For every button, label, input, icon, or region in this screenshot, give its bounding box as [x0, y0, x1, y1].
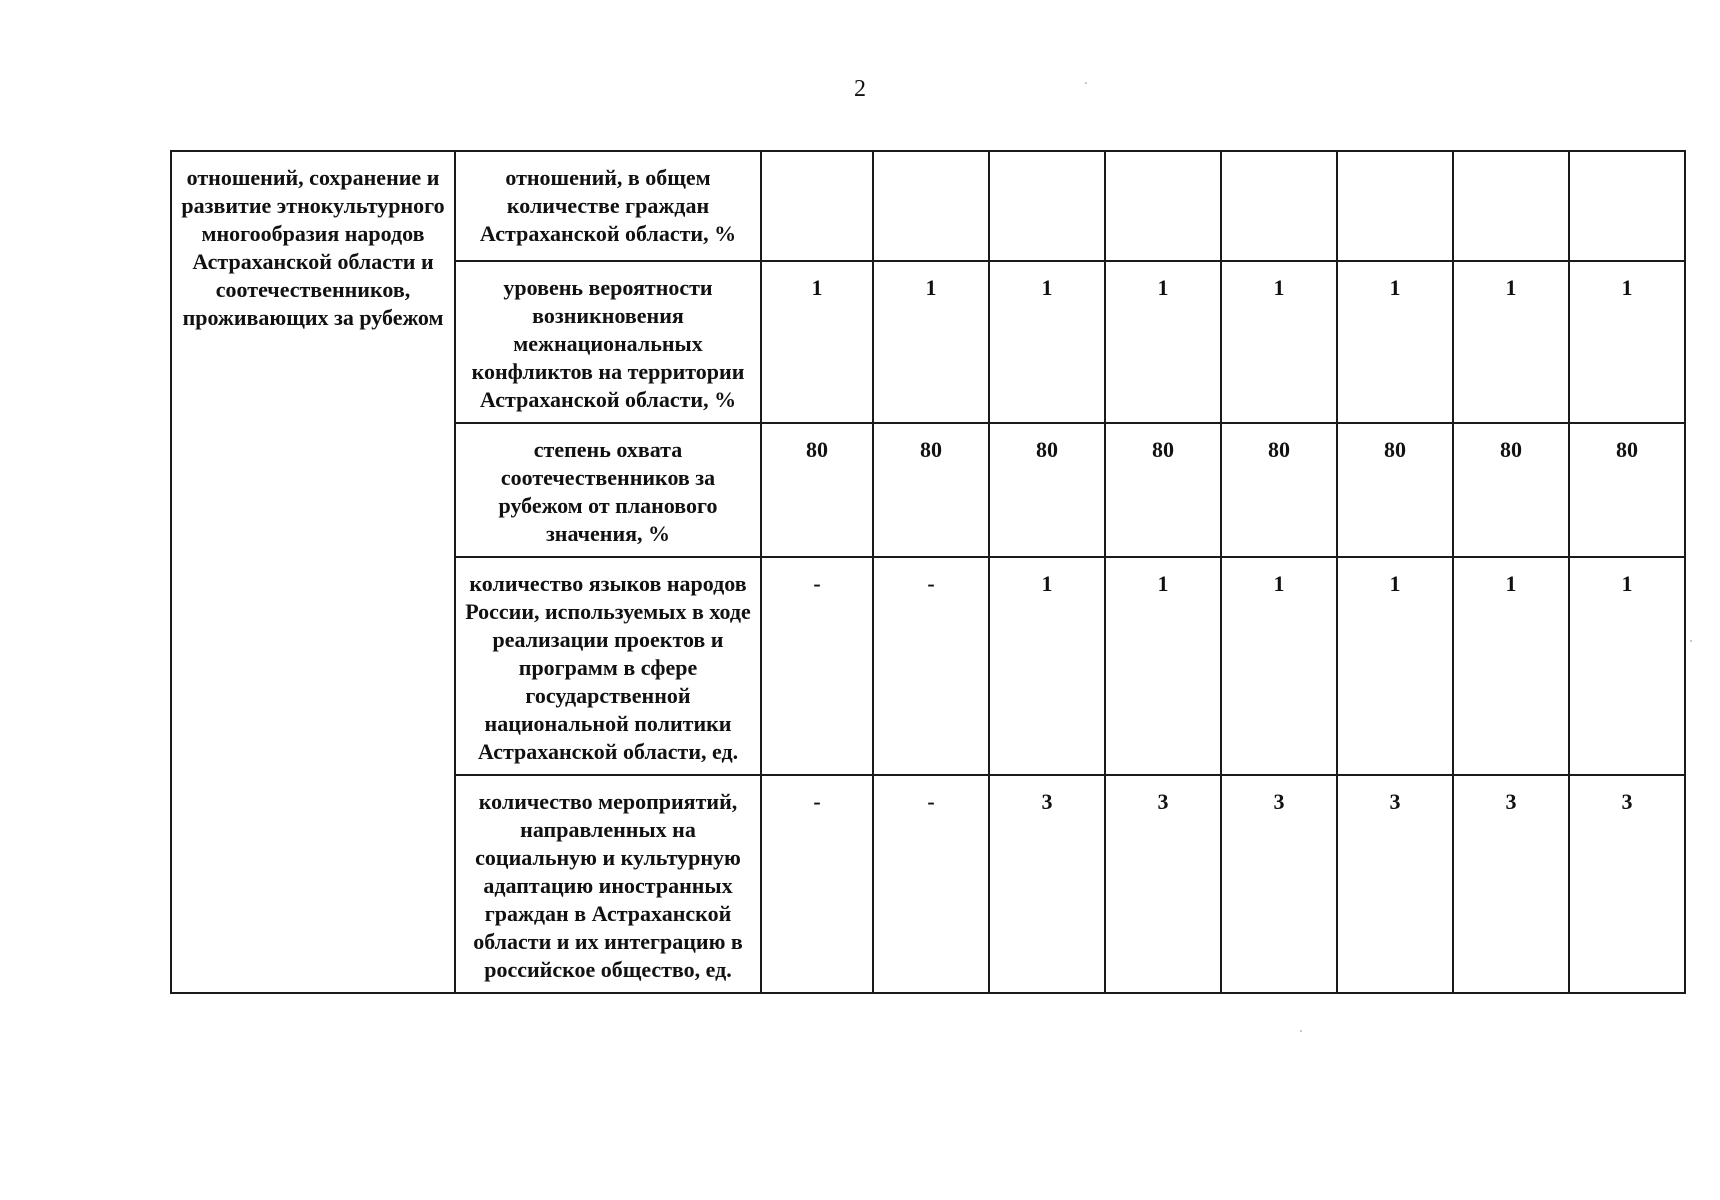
scan-speck [1690, 640, 1692, 642]
value-cell: 3 [1453, 775, 1569, 993]
indicator-cell: отношений, в общем количестве граждан Астраханской области, % [455, 151, 761, 261]
indicators-table-wrap [170, 150, 1684, 994]
value-cell: 3 [989, 775, 1105, 993]
value-cell: 1 [1569, 557, 1685, 775]
value-cell: 80 [1221, 423, 1337, 557]
indicator-cell: количество языков народов России, используемых в ходе реализации проектов и программ в сфере государственной национальной политики Астраханской области, ед. [455, 557, 761, 775]
scan-speck [1085, 82, 1087, 84]
value-cell: 80 [989, 423, 1105, 557]
value-cell: 3 [1221, 775, 1337, 993]
value-cell: 1 [1105, 557, 1221, 775]
page-number: 2 [854, 76, 866, 102]
table-row [171, 151, 1685, 261]
value-cell: - [873, 775, 989, 993]
indicators-table [170, 150, 1686, 994]
indicator-cell: количество мероприятий, направленных на социальную и культурную адаптацию иностранных граждан в Астраханской области и их интеграцию в российское общество, ед. [455, 775, 761, 993]
value-cell: 80 [761, 423, 873, 557]
value-cell: 1 [873, 261, 989, 423]
value-cell: 1 [1337, 261, 1453, 423]
scan-speck [1300, 1030, 1302, 1032]
value-cell: 80 [1337, 423, 1453, 557]
value-cell: 80 [1105, 423, 1221, 557]
value-cell: 80 [873, 423, 989, 557]
value-cell: - [761, 557, 873, 775]
value-cell: - [761, 775, 873, 993]
value-cell: 1 [1105, 261, 1221, 423]
indicator-cell: уровень вероятности возникновения межнациональных конфликтов на территории Астраханской области, % [455, 261, 761, 423]
value-cell: 1 [1453, 261, 1569, 423]
value-cell [1105, 151, 1221, 261]
value-cell [761, 151, 873, 261]
value-cell: 1 [1221, 261, 1337, 423]
value-cell: 3 [1569, 775, 1685, 993]
value-cell: 3 [1105, 775, 1221, 993]
value-cell: 3 [1337, 775, 1453, 993]
value-cell: 1 [1569, 261, 1685, 423]
value-cell: 1 [1337, 557, 1453, 775]
value-cell [1221, 151, 1337, 261]
value-cell: 80 [1453, 423, 1569, 557]
value-cell [1337, 151, 1453, 261]
value-cell: 1 [1221, 557, 1337, 775]
indicator-cell: степень охвата соотечественников за рубежом от планового значения, % [455, 423, 761, 557]
goal-cell: отношений, сохранение и развитие этнокультурного многообразия народов Астраханской области и соотечественников, проживающих за рубежом [171, 151, 455, 993]
value-cell: 1 [989, 557, 1105, 775]
value-cell: 1 [761, 261, 873, 423]
value-cell [989, 151, 1105, 261]
value-cell: 1 [989, 261, 1105, 423]
value-cell [873, 151, 989, 261]
value-cell: 1 [1453, 557, 1569, 775]
value-cell [1453, 151, 1569, 261]
value-cell: 80 [1569, 423, 1685, 557]
value-cell [1569, 151, 1685, 261]
value-cell: - [873, 557, 989, 775]
